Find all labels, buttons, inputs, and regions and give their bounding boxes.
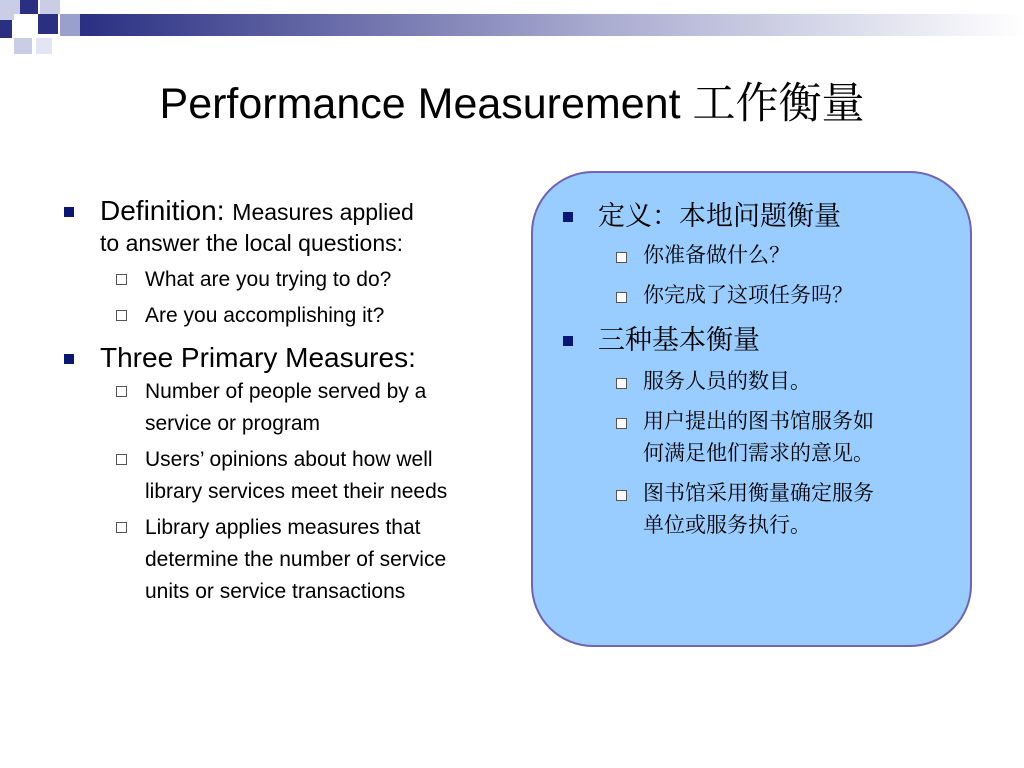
hollow-square-bullet-icon <box>616 418 627 429</box>
hollow-square-bullet-icon <box>116 522 127 533</box>
definition-text-line1: Measures applied <box>232 199 414 225</box>
list-item: Library applies measures that determine the number of service units or service transactions <box>64 512 524 608</box>
definition-bullet <box>64 195 524 258</box>
hollow-square-bullet-icon <box>116 310 127 321</box>
list-item: 图书馆采用衡量确定服务 单位或服务执行。 <box>561 477 961 541</box>
square-bullet-icon <box>64 354 74 364</box>
measures-bullet <box>64 342 524 374</box>
title-chinese: 工作衡量 <box>692 79 865 129</box>
header-decoration <box>0 0 1024 60</box>
hollow-square-bullet-icon <box>616 378 627 389</box>
list-item: Users’ opinions about how well library services meet their needs <box>64 444 524 508</box>
list-item: 用户提出的图书馆服务如 何满足他们需求的意见。 <box>561 405 961 469</box>
hollow-square-bullet-icon <box>616 252 627 263</box>
chinese-callout-panel <box>531 171 972 647</box>
square-bullet-icon <box>563 212 573 222</box>
list-item: 服务人员的数目。 <box>561 365 961 397</box>
definition-label: Definition: <box>100 195 225 226</box>
title-english: Performance Measurement <box>159 80 681 128</box>
list-item: What are you trying to do? <box>64 264 524 296</box>
hollow-square-bullet-icon <box>616 292 627 303</box>
hollow-square-bullet-icon <box>116 274 127 285</box>
square-bullet-icon <box>563 336 573 346</box>
page-title <box>0 78 1024 130</box>
measures-bullet-cn: 三种基本衡量 <box>561 319 961 363</box>
hollow-square-bullet-icon <box>116 454 127 465</box>
hollow-square-bullet-icon <box>116 386 127 397</box>
chinese-content <box>561 195 961 541</box>
list-item: Number of people served by a service or program <box>64 376 524 440</box>
definition-text-line2: to answer the local questions: <box>100 230 404 256</box>
list-item: Are you accomplishing it? <box>64 300 524 332</box>
definition-bullet-cn: 定义：本地问题衡量 <box>561 195 961 239</box>
list-item: 你完成了这项任务吗？ <box>561 279 961 311</box>
measures-label: Three Primary Measures: <box>100 342 416 373</box>
english-content <box>64 195 524 608</box>
list-item: 你准备做什么？ <box>561 239 961 271</box>
hollow-square-bullet-icon <box>616 490 627 501</box>
square-bullet-icon <box>64 207 74 217</box>
